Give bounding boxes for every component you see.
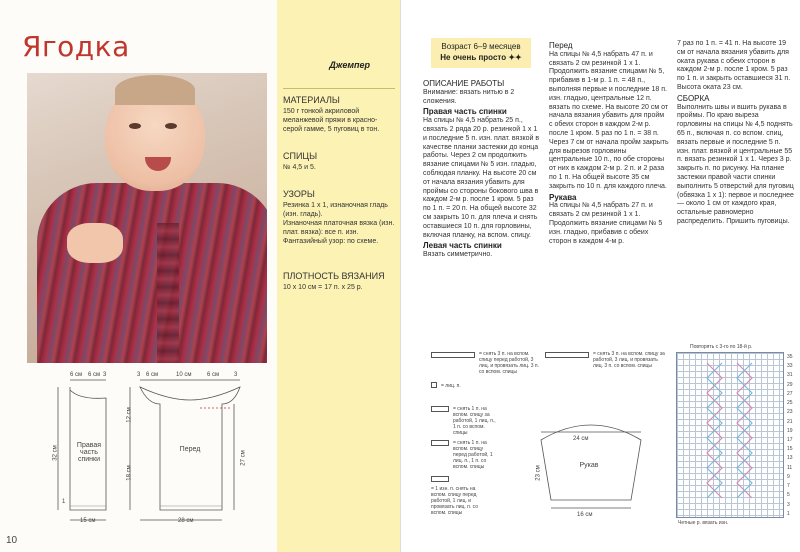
- baby-photo: [27, 73, 267, 363]
- materials-block: МАТЕРИАЛЫ 150 г тонкой акриловой меланжевой пряжи в красно-серой гамме, 5 пуговиц в тон.: [283, 95, 380, 133]
- cable-pattern: [157, 223, 179, 363]
- column-1: ОПИСАНИЕ РАБОТЫ Внимание: вязать нитью в 2 сложения. Правая часть спинки На спицы № 4,5 набрать 25 п., связать 2 ряда 20 р. резинкой 1 х 1 и последние 5 п. изн. плат. вязкой в качестве планки застежки до конца работы. Через 2 см продолжить вязание спицами № 5 изн. гладью, соблюдая планку. На высоте 20 см от начала вязания убавить для проймы со стороны бокового шва в каждом 2-м р. после 1 кром. 5 раз по 1 п. = 20 п. На общей высоте 32 см закрыть 10 п. для плеча и снять оставшиеся 10 п. для горловины, включая планку, на вспом. спицу. Левая часть спинки Вязать симметрично.: [423, 79, 540, 259]
- legend-item-1: = снять 3 п. на вспом. спицу перед работой, 3 лиц. и провязать лиц. 3 п. со вспом. спицы: [479, 351, 539, 375]
- baby-hand: [67, 223, 123, 263]
- page-title: Ягодка: [22, 30, 130, 63]
- chart-row-number: 31: [787, 372, 793, 379]
- legend-item-5: = снять 1 п. на вспом. спицу перед работой, 1 лиц. п., 1 п. со вспом. спицы: [453, 440, 493, 470]
- chart-row-number: 15: [787, 446, 793, 453]
- chart-row-number: 21: [787, 418, 793, 425]
- dim-front-top-1: 3: [137, 372, 141, 378]
- chart-row-number: 35: [787, 354, 793, 360]
- chart-row-number: 25: [787, 400, 793, 407]
- chart-row-number: 29: [787, 381, 793, 388]
- separator: [283, 88, 395, 89]
- chart-row-number: 33: [787, 363, 793, 370]
- dim-18: 18 см: [126, 465, 133, 481]
- pattern-chart: [676, 352, 784, 518]
- chart-row-number: 1: [787, 510, 790, 517]
- legend-item-4: = снять 1 п. на вспом. спицу за работой, 1 лиц. п., 1 п. со вспом. спицы: [453, 406, 496, 436]
- category-label: Джемпер: [329, 60, 370, 70]
- front-piece-label: Перед: [179, 446, 201, 453]
- chart-caption: Повторять с 3-го по 18-й р.: [690, 344, 753, 350]
- sleeve-dim-top: 24 см: [573, 436, 589, 442]
- chart-row-number: 9: [787, 473, 790, 480]
- chart-row-number: 7: [787, 483, 790, 490]
- legend-swatch-2: [545, 352, 589, 358]
- chart-row-number: 3: [787, 501, 790, 508]
- chart-row-number: 23: [787, 409, 793, 416]
- dim-front-top-3: 10 см: [176, 372, 192, 378]
- patterns-block: УЗОРЫ Резинка 1 х 1, изнаночная гладь (изн. гладь). Изнаночная платочная вязка (изн. плат. вязка): все п. изн. Фантазийный узор: по схеме.: [283, 189, 395, 245]
- info-panel: [277, 0, 400, 552]
- legend-item-2: = снять 3 п. на вспом. спицу за работой, 3 лиц. и провязать лиц. 3 п. со вспом. спицы: [593, 351, 665, 369]
- dim-front-top-2: 6 см: [146, 372, 159, 378]
- dim-height-front: 27 см: [240, 450, 247, 466]
- baby-eye-right: [165, 123, 177, 129]
- dim-1: 1: [62, 499, 66, 505]
- chart-overlay: [677, 353, 785, 519]
- sleeve-label: Рукав: [579, 462, 599, 469]
- dim-height-back: 32 см: [52, 445, 59, 461]
- dim-front-top-4: 6 см: [207, 372, 220, 378]
- density-block: ПЛОТНОСТЬ ВЯЗАНИЯ 10 х 10 см = 17 п. х 25 р.: [283, 271, 385, 291]
- baby-hair: [115, 75, 195, 105]
- dim-12: 12 см: [126, 407, 133, 423]
- legend-item-3: = лиц. п.: [441, 383, 461, 389]
- chart-row-number: 17: [787, 437, 793, 443]
- chart-footnote: Четные р. вязать изн.: [678, 520, 729, 526]
- dim-back-top-3: 3: [103, 372, 107, 378]
- page-number: 10: [6, 535, 18, 546]
- dim-front-top-5: 3: [234, 372, 238, 378]
- column-2: Перед На спицы № 4,5 набрать 47 п. и связать 2 см резинкой 1 х 1. Продолжить вязание спицами № 5, прибавив в 1-м р. 1 п. = 48 п., выполняя первые и последние 18 п. изн. гладью, центральные 12 п. вязать по схеме. На высоте 20 см от начала вязания убавить для пройм с обеих сторон в каждом 2-м р. после 1 кром. 5 раз по 1 п. = 38 п. Через 7 см от начала пройм закрыть для вырезов горловины центральные 10 п., по обе стороны от них в каждом 2-м р. 2 п. и 2 раза по 1 п. На общей высоте 35 см закрыть по 10 п. для каждого плеча. Рукава На спицы № 4,5 набрать 27 п. и связать 2 см резинкой 1 х 1. Продолжить вязание спицами № 5 изн. гладью, прибавив с обеих сторон в каждом 4-м р.: [549, 41, 669, 245]
- needles-block: СПИЦЫ № 4,5 и 5.: [283, 151, 318, 171]
- chart-row-number: 19: [787, 427, 793, 434]
- legend-swatch-1: [431, 352, 475, 358]
- back-piece-label: Правая часть спинки: [76, 442, 102, 463]
- legend-swatch-6: [431, 476, 449, 482]
- legend-swatch-4: [431, 406, 449, 412]
- difficulty-badge: Возраст 6–9 месяцев Не очень просто ✦✦: [431, 38, 531, 68]
- legend-swatch-3: [431, 382, 437, 388]
- chart-row-number: 5: [787, 492, 790, 499]
- dim-back-top-2: 6 см: [88, 372, 101, 378]
- legend-item-6: = 1 изн. п. снять на вспом. спицу перед работой, 1 лиц. и провязать лиц. п. со вспом. спицы: [431, 486, 478, 516]
- dim-back-top-1: 6 см: [70, 372, 83, 378]
- chart-row-number: 27: [787, 390, 793, 397]
- baby-eye-left: [129, 123, 141, 129]
- dim-back-bottom: 15 см: [80, 518, 96, 524]
- column-3: 7 раз по 1 п. = 41 п. На высоте 19 см от начала вязания убавить для оката рукава с обеих сторон в каждом 2-м р. после 1 кром. 5 раз по 1 п. и закрыть оставшиеся 31 п. Высота оката 23 см. СБОРКА Выполнить швы и вшить рукава в проймы. По краю выреза горловины на спицы № 4,5 поднять 65 п., включая п. со вспом. спиц, вязать первые и последние 5 п. изн. плат. вязкой и центральные 55 п. вязать резинкой 1 х 1. Через 3 р. закрыть п. по рисунку. На планке застежки правой части спинки выполнить 5 отверстий для пуговиц (обвязка 1 х 1): первое и последнее — около 1 см от каждого края, остальные равномерно распределить. Пришить пуговицы.: [677, 40, 794, 225]
- sweater-shape: [37, 183, 267, 363]
- chart-row-number: 11: [787, 464, 793, 471]
- dim-front-bottom: 28 см: [178, 518, 194, 524]
- garment-schematic: [0, 360, 277, 530]
- sleeve-dim-bottom: 16 см: [577, 512, 593, 518]
- sleeve-dim-side: 23 см: [535, 465, 542, 481]
- chart-row-number: 13: [787, 455, 793, 462]
- legend-swatch-5: [431, 440, 449, 446]
